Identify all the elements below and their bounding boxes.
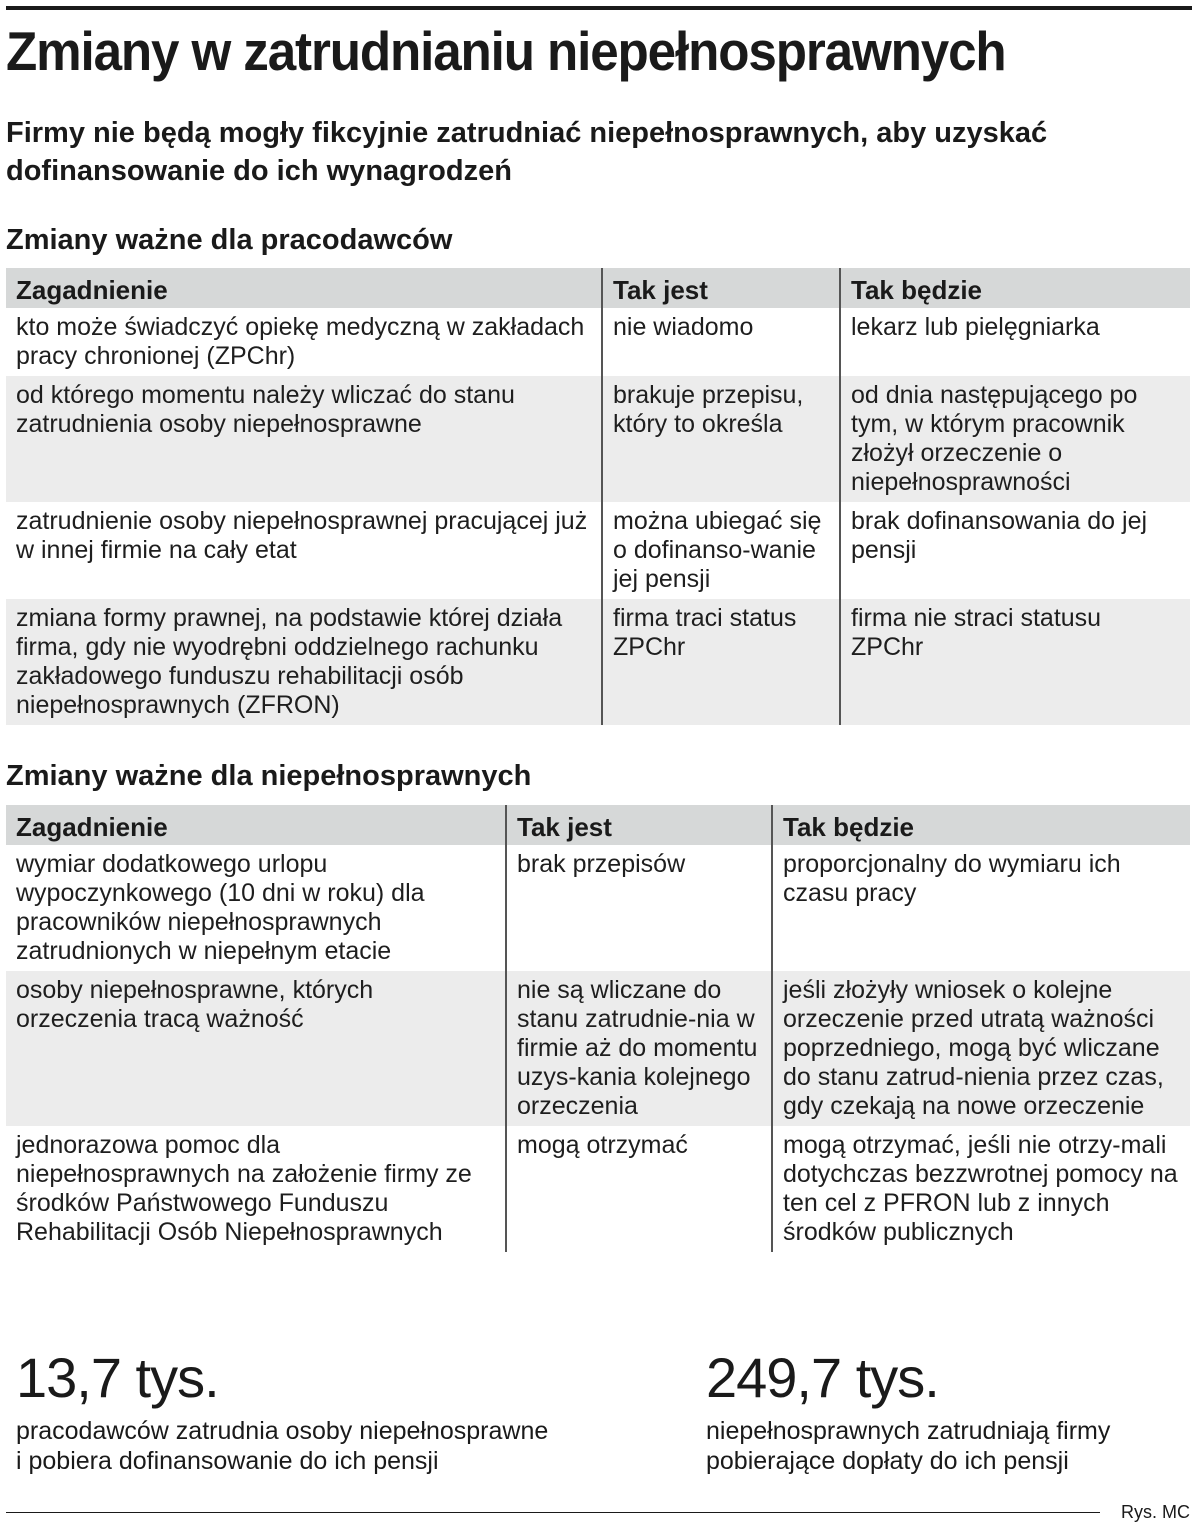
cell-current: firma traci status ZPChr — [602, 599, 840, 725]
stat-disabled-number: 249,7 tys. — [706, 1346, 939, 1409]
cell-future: lekarz lub pielęgniarka — [840, 308, 1190, 376]
cell-future: jeśli złożyły wniosek o kolejne orzeczenie przed utratą ważności poprzedniego, mogą być wliczane do stanu zatrud-nienia przez czas, gdy czekają na nowe orzeczenie — [772, 971, 1190, 1126]
stat-employers-number: 13,7 tys. — [16, 1346, 219, 1409]
stat-disabled-desc-line2: pobierające dopłaty do ich pensji — [706, 1447, 1069, 1475]
table-row — [6, 502, 1190, 599]
cell-current: nie wiadomo — [602, 308, 840, 376]
table-row — [6, 376, 1190, 502]
section-heading-disabled: Zmiany ważne dla niepełnosprawnych — [6, 760, 532, 792]
column-header-issue: Zagadnienie — [6, 805, 506, 845]
cell-issue: zatrudnienie osoby niepełnosprawnej pracującej już w innej firmie na cały etat — [16, 507, 588, 564]
table-row — [6, 1126, 1190, 1252]
cell-current: mogą otrzymać — [506, 1126, 772, 1252]
top-rule — [6, 6, 1192, 10]
bottom-rule — [6, 1512, 1100, 1513]
cell-current: nie są wliczane do stanu zatrudnie-nia w firmie aż do momentu uzys-kania kolejnego orzeczenia — [506, 971, 772, 1126]
stat-employers-desc-line1: pracodawców zatrudnia osoby niepełnosprawne — [16, 1417, 549, 1445]
image-credit: Rys. MC — [1121, 1502, 1190, 1522]
cell-future: firma nie straci statusu ZPChr — [840, 599, 1190, 725]
cell-issue: kto może świadczyć opiekę medyczną w zakładach pracy chronionej (ZPChr) — [16, 313, 585, 370]
stat-disabled-desc-line1: niepełnosprawnych zatrudniają firmy — [706, 1417, 1111, 1445]
cell-current: brakuje przepisu, który to określa — [602, 376, 840, 502]
cell-issue: zmiana formy prawnej, na podstawie której działa firma, gdy nie wyodrębni oddzielnego rachunku zakładowego funduszu rehabilitacji osób niepełnosprawnych (ZFRON) — [6, 599, 602, 725]
cell-issue: wymiar dodatkowego urlopu wypoczynkowego (10 dni w roku) dla pracowników niepełnosprawnych zatrudnionych w niepełnym etacie — [16, 850, 425, 965]
disabled-table — [6, 805, 1190, 1252]
cell-future: proporcjonalny do wymiaru ich czasu pracy — [772, 845, 1190, 971]
table-header-row — [6, 805, 1190, 845]
table-row — [6, 308, 1190, 376]
column-header-issue: Zagadnienie — [6, 268, 602, 308]
section-heading-employers: Zmiany ważne dla pracodawców — [6, 224, 453, 256]
cell-future: mogą otrzymać, jeśli nie otrzy-mali dotychczas bezzwrotnej pomocy na ten cel z PFRON lub z innych środków publicznych — [772, 1126, 1190, 1252]
column-header-current: Tak jest — [506, 805, 772, 845]
table-row — [6, 845, 1190, 971]
cell-current: można ubiegać się o dofinanso-wanie jej pensji — [602, 502, 840, 599]
table-row — [6, 971, 1190, 1126]
column-header-future: Tak będzie — [840, 268, 1190, 308]
cell-future: od dnia następującego po tym, w którym pracownik złożył orzeczenie o niepełnosprawności — [840, 376, 1190, 502]
column-header-current: Tak jest — [602, 268, 840, 308]
stat-employers-desc-line2: i pobiera dofinansowanie do ich pensji — [16, 1447, 439, 1475]
page-title: Zmiany w zatrudnianiu niepełnosprawnych — [6, 20, 1006, 82]
employers-table — [6, 268, 1190, 725]
column-header-future: Tak będzie — [772, 805, 1190, 845]
cell-future: brak dofinansowania do jej pensji — [840, 502, 1190, 599]
cell-issue: od którego momentu należy wliczać do stanu zatrudnienia osoby niepełnosprawne — [6, 376, 602, 502]
page-subtitle: Firmy nie będą mogły fikcyjnie zatrudniać niepełnosprawnych, aby uzyskać dofinansowanie do ich wynagrodzeń — [6, 117, 1048, 187]
table-row — [6, 599, 1190, 725]
cell-issue: osoby niepełnosprawne, których orzeczenia tracą ważność — [6, 971, 506, 1126]
table-header-row — [6, 268, 1190, 308]
cell-current: brak przepisów — [506, 845, 772, 971]
cell-issue: jednorazowa pomoc dla niepełnosprawnych na założenie firmy ze środków Państwowego Funduszu Rehabilitacji Osób Niepełnosprawnych — [16, 1131, 472, 1246]
